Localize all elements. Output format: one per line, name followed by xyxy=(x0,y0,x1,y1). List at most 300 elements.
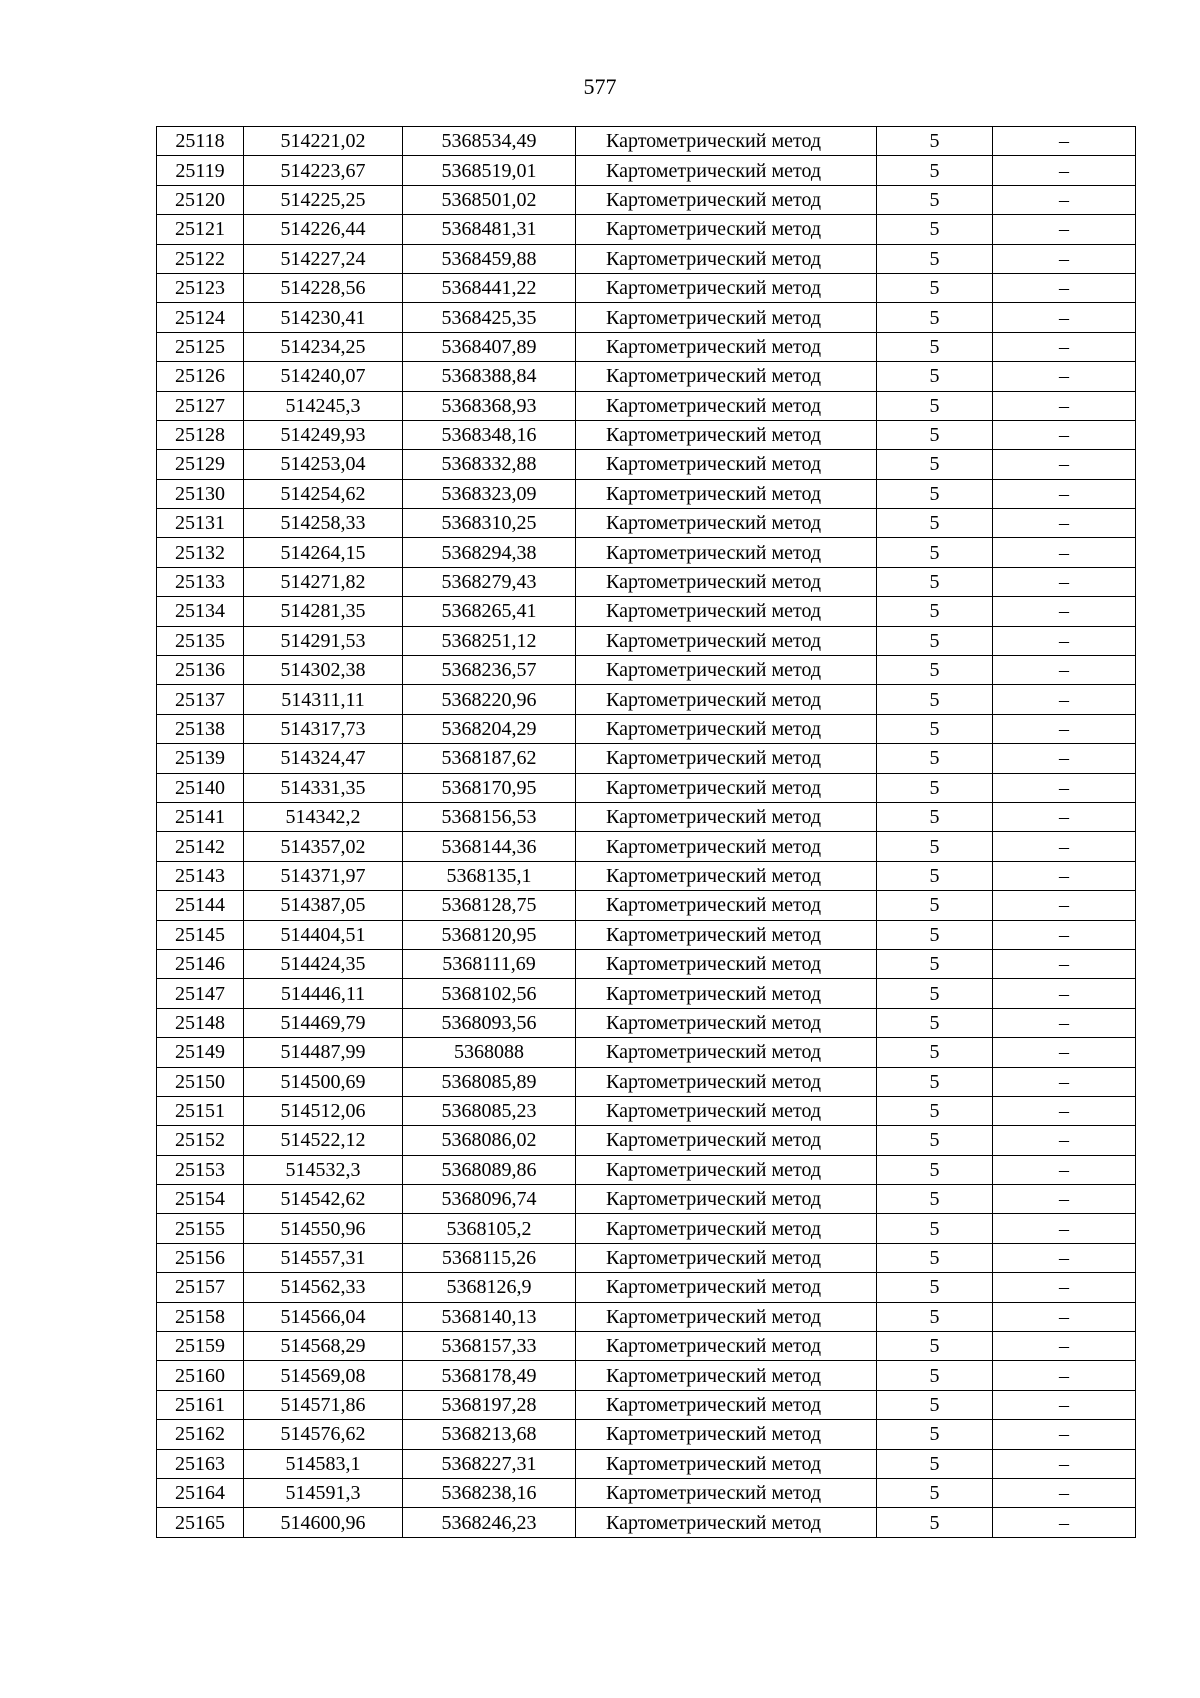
method-cell: Картометрический метод xyxy=(576,1449,877,1478)
table-row xyxy=(157,127,1136,156)
y-coordinate-cell: 5368111,69 xyxy=(403,949,576,978)
table-row xyxy=(157,156,1136,185)
y-coordinate-cell: 5368534,49 xyxy=(403,127,576,156)
x-coordinate-cell: 514404,51 xyxy=(244,920,403,949)
dash-cell: – xyxy=(993,626,1136,655)
accuracy-cell: 5 xyxy=(877,567,993,596)
y-coordinate-cell: 5368157,33 xyxy=(403,1332,576,1361)
dash-cell: – xyxy=(993,1185,1136,1214)
dash-cell: – xyxy=(993,597,1136,626)
method-cell: Картометрический метод xyxy=(576,1096,877,1125)
method-cell: Картометрический метод xyxy=(576,1361,877,1390)
y-coordinate-cell: 5368236,57 xyxy=(403,656,576,685)
point-number-cell: 25123 xyxy=(157,273,244,302)
method-cell: Картометрический метод xyxy=(576,450,877,479)
accuracy-cell: 5 xyxy=(877,1420,993,1449)
accuracy-cell: 5 xyxy=(877,861,993,890)
y-coordinate-cell: 5368220,96 xyxy=(403,685,576,714)
point-number-cell: 25125 xyxy=(157,332,244,361)
table-row xyxy=(157,920,1136,949)
point-number-cell: 25141 xyxy=(157,802,244,831)
accuracy-cell: 5 xyxy=(877,597,993,626)
y-coordinate-cell: 5368323,09 xyxy=(403,479,576,508)
y-coordinate-cell: 5368332,88 xyxy=(403,450,576,479)
accuracy-cell: 5 xyxy=(877,626,993,655)
table-row xyxy=(157,626,1136,655)
table-row xyxy=(157,1038,1136,1067)
x-coordinate-cell: 514331,35 xyxy=(244,773,403,802)
x-coordinate-cell: 514311,11 xyxy=(244,685,403,714)
table-row xyxy=(157,1243,1136,1272)
dash-cell: – xyxy=(993,1038,1136,1067)
dash-cell: – xyxy=(993,1361,1136,1390)
y-coordinate-cell: 5368519,01 xyxy=(403,156,576,185)
y-coordinate-cell: 5368204,29 xyxy=(403,714,576,743)
y-coordinate-cell: 5368088 xyxy=(403,1038,576,1067)
method-cell: Картометрический метод xyxy=(576,1008,877,1037)
y-coordinate-cell: 5368178,49 xyxy=(403,1361,576,1390)
dash-cell: – xyxy=(993,332,1136,361)
x-coordinate-cell: 514227,24 xyxy=(244,244,403,273)
x-coordinate-cell: 514302,38 xyxy=(244,656,403,685)
y-coordinate-cell: 5368126,9 xyxy=(403,1273,576,1302)
y-coordinate-cell: 5368213,68 xyxy=(403,1420,576,1449)
table-row xyxy=(157,1420,1136,1449)
y-coordinate-cell: 5368135,1 xyxy=(403,861,576,890)
coordinates-table xyxy=(156,126,1136,1538)
coordinates-table-body xyxy=(157,127,1136,1538)
y-coordinate-cell: 5368093,56 xyxy=(403,1008,576,1037)
point-number-cell: 25155 xyxy=(157,1214,244,1243)
dash-cell: – xyxy=(993,273,1136,302)
table-row xyxy=(157,949,1136,978)
method-cell: Картометрический метод xyxy=(576,391,877,420)
method-cell: Картометрический метод xyxy=(576,891,877,920)
dash-cell: – xyxy=(993,156,1136,185)
point-number-cell: 25158 xyxy=(157,1302,244,1331)
table-row xyxy=(157,567,1136,596)
accuracy-cell: 5 xyxy=(877,1155,993,1184)
accuracy-cell: 5 xyxy=(877,685,993,714)
x-coordinate-cell: 514234,25 xyxy=(244,332,403,361)
x-coordinate-cell: 514566,04 xyxy=(244,1302,403,1331)
point-number-cell: 25152 xyxy=(157,1126,244,1155)
x-coordinate-cell: 514557,31 xyxy=(244,1243,403,1272)
accuracy-cell: 5 xyxy=(877,1332,993,1361)
point-number-cell: 25120 xyxy=(157,185,244,214)
method-cell: Картометрический метод xyxy=(576,479,877,508)
point-number-cell: 25130 xyxy=(157,479,244,508)
point-number-cell: 25150 xyxy=(157,1067,244,1096)
y-coordinate-cell: 5368128,75 xyxy=(403,891,576,920)
point-number-cell: 25119 xyxy=(157,156,244,185)
table-row xyxy=(157,685,1136,714)
dash-cell: – xyxy=(993,391,1136,420)
accuracy-cell: 5 xyxy=(877,479,993,508)
accuracy-cell: 5 xyxy=(877,156,993,185)
table-row xyxy=(157,273,1136,302)
x-coordinate-cell: 514591,3 xyxy=(244,1478,403,1507)
table-row xyxy=(157,244,1136,273)
x-coordinate-cell: 514512,06 xyxy=(244,1096,403,1125)
table-row xyxy=(157,479,1136,508)
method-cell: Картометрический метод xyxy=(576,1478,877,1507)
dash-cell: – xyxy=(993,1067,1136,1096)
table-row xyxy=(157,1008,1136,1037)
dash-cell: – xyxy=(993,567,1136,596)
point-number-cell: 25147 xyxy=(157,979,244,1008)
accuracy-cell: 5 xyxy=(877,1214,993,1243)
dash-cell: – xyxy=(993,450,1136,479)
x-coordinate-cell: 514576,62 xyxy=(244,1420,403,1449)
point-number-cell: 25124 xyxy=(157,303,244,332)
table-row xyxy=(157,185,1136,214)
table-row xyxy=(157,1508,1136,1537)
method-cell: Картометрический метод xyxy=(576,538,877,567)
method-cell: Картометрический метод xyxy=(576,332,877,361)
dash-cell: – xyxy=(993,832,1136,861)
accuracy-cell: 5 xyxy=(877,1243,993,1272)
method-cell: Картометрический метод xyxy=(576,273,877,302)
point-number-cell: 25121 xyxy=(157,215,244,244)
point-number-cell: 25136 xyxy=(157,656,244,685)
table-row xyxy=(157,1155,1136,1184)
x-coordinate-cell: 514371,97 xyxy=(244,861,403,890)
table-row xyxy=(157,450,1136,479)
point-number-cell: 25161 xyxy=(157,1390,244,1419)
x-coordinate-cell: 514221,02 xyxy=(244,127,403,156)
y-coordinate-cell: 5368441,22 xyxy=(403,273,576,302)
accuracy-cell: 5 xyxy=(877,656,993,685)
point-number-cell: 25163 xyxy=(157,1449,244,1478)
x-coordinate-cell: 514568,29 xyxy=(244,1332,403,1361)
accuracy-cell: 5 xyxy=(877,215,993,244)
x-coordinate-cell: 514532,3 xyxy=(244,1155,403,1184)
x-coordinate-cell: 514469,79 xyxy=(244,1008,403,1037)
method-cell: Картометрический метод xyxy=(576,1420,877,1449)
point-number-cell: 25139 xyxy=(157,744,244,773)
method-cell: Картометрический метод xyxy=(576,979,877,1008)
x-coordinate-cell: 514324,47 xyxy=(244,744,403,773)
accuracy-cell: 5 xyxy=(877,1067,993,1096)
y-coordinate-cell: 5368187,62 xyxy=(403,744,576,773)
table-row xyxy=(157,1449,1136,1478)
dash-cell: – xyxy=(993,1478,1136,1507)
x-coordinate-cell: 514253,04 xyxy=(244,450,403,479)
dash-cell: – xyxy=(993,244,1136,273)
y-coordinate-cell: 5368144,36 xyxy=(403,832,576,861)
y-coordinate-cell: 5368170,95 xyxy=(403,773,576,802)
x-coordinate-cell: 514240,07 xyxy=(244,362,403,391)
method-cell: Картометрический метод xyxy=(576,597,877,626)
dash-cell: – xyxy=(993,656,1136,685)
y-coordinate-cell: 5368096,74 xyxy=(403,1185,576,1214)
x-coordinate-cell: 514245,3 xyxy=(244,391,403,420)
method-cell: Картометрический метод xyxy=(576,303,877,332)
method-cell: Картометрический метод xyxy=(576,420,877,449)
x-coordinate-cell: 514550,96 xyxy=(244,1214,403,1243)
y-coordinate-cell: 5368140,13 xyxy=(403,1302,576,1331)
dash-cell: – xyxy=(993,744,1136,773)
x-coordinate-cell: 514542,62 xyxy=(244,1185,403,1214)
x-coordinate-cell: 514342,2 xyxy=(244,802,403,831)
y-coordinate-cell: 5368238,16 xyxy=(403,1478,576,1507)
dash-cell: – xyxy=(993,1390,1136,1419)
y-coordinate-cell: 5368197,28 xyxy=(403,1390,576,1419)
point-number-cell: 25162 xyxy=(157,1420,244,1449)
table-row xyxy=(157,714,1136,743)
point-number-cell: 25145 xyxy=(157,920,244,949)
x-coordinate-cell: 514249,93 xyxy=(244,420,403,449)
dash-cell: – xyxy=(993,920,1136,949)
x-coordinate-cell: 514446,11 xyxy=(244,979,403,1008)
accuracy-cell: 5 xyxy=(877,1038,993,1067)
method-cell: Картометрический метод xyxy=(576,1390,877,1419)
accuracy-cell: 5 xyxy=(877,832,993,861)
x-coordinate-cell: 514424,35 xyxy=(244,949,403,978)
method-cell: Картометрический метод xyxy=(576,773,877,802)
method-cell: Картометрический метод xyxy=(576,1126,877,1155)
method-cell: Картометрический метод xyxy=(576,656,877,685)
method-cell: Картометрический метод xyxy=(576,949,877,978)
point-number-cell: 25154 xyxy=(157,1185,244,1214)
dash-cell: – xyxy=(993,1449,1136,1478)
y-coordinate-cell: 5368501,02 xyxy=(403,185,576,214)
dash-cell: – xyxy=(993,802,1136,831)
table-row xyxy=(157,832,1136,861)
y-coordinate-cell: 5368368,93 xyxy=(403,391,576,420)
accuracy-cell: 5 xyxy=(877,127,993,156)
x-coordinate-cell: 514226,44 xyxy=(244,215,403,244)
point-number-cell: 25128 xyxy=(157,420,244,449)
method-cell: Картометрический метод xyxy=(576,156,877,185)
accuracy-cell: 5 xyxy=(877,185,993,214)
y-coordinate-cell: 5368085,23 xyxy=(403,1096,576,1125)
y-coordinate-cell: 5368115,26 xyxy=(403,1243,576,1272)
table-row xyxy=(157,1096,1136,1125)
method-cell: Картометрический метод xyxy=(576,509,877,538)
method-cell: Картометрический метод xyxy=(576,861,877,890)
accuracy-cell: 5 xyxy=(877,538,993,567)
point-number-cell: 25127 xyxy=(157,391,244,420)
accuracy-cell: 5 xyxy=(877,1273,993,1302)
accuracy-cell: 5 xyxy=(877,362,993,391)
accuracy-cell: 5 xyxy=(877,509,993,538)
dash-cell: – xyxy=(993,509,1136,538)
table-row xyxy=(157,1302,1136,1331)
table-row xyxy=(157,1273,1136,1302)
table-row xyxy=(157,891,1136,920)
dash-cell: – xyxy=(993,1096,1136,1125)
y-coordinate-cell: 5368279,43 xyxy=(403,567,576,596)
y-coordinate-cell: 5368407,89 xyxy=(403,332,576,361)
y-coordinate-cell: 5368251,12 xyxy=(403,626,576,655)
table-row xyxy=(157,420,1136,449)
accuracy-cell: 5 xyxy=(877,391,993,420)
table-row xyxy=(157,1214,1136,1243)
method-cell: Картометрический метод xyxy=(576,215,877,244)
x-coordinate-cell: 514254,62 xyxy=(244,479,403,508)
method-cell: Картометрический метод xyxy=(576,832,877,861)
x-coordinate-cell: 514223,67 xyxy=(244,156,403,185)
table-row xyxy=(157,538,1136,567)
y-coordinate-cell: 5368481,31 xyxy=(403,215,576,244)
accuracy-cell: 5 xyxy=(877,979,993,1008)
x-coordinate-cell: 514291,53 xyxy=(244,626,403,655)
y-coordinate-cell: 5368265,41 xyxy=(403,597,576,626)
table-row xyxy=(157,332,1136,361)
accuracy-cell: 5 xyxy=(877,802,993,831)
y-coordinate-cell: 5368348,16 xyxy=(403,420,576,449)
method-cell: Картометрический метод xyxy=(576,802,877,831)
y-coordinate-cell: 5368459,88 xyxy=(403,244,576,273)
page-number: 577 xyxy=(583,74,617,99)
table-row xyxy=(157,509,1136,538)
dash-cell: – xyxy=(993,362,1136,391)
accuracy-cell: 5 xyxy=(877,1185,993,1214)
table-row xyxy=(157,744,1136,773)
point-number-cell: 25122 xyxy=(157,244,244,273)
method-cell: Картометрический метод xyxy=(576,244,877,273)
y-coordinate-cell: 5368310,25 xyxy=(403,509,576,538)
y-coordinate-cell: 5368294,38 xyxy=(403,538,576,567)
accuracy-cell: 5 xyxy=(877,303,993,332)
accuracy-cell: 5 xyxy=(877,1390,993,1419)
accuracy-cell: 5 xyxy=(877,714,993,743)
point-number-cell: 25132 xyxy=(157,538,244,567)
accuracy-cell: 5 xyxy=(877,1126,993,1155)
method-cell: Картометрический метод xyxy=(576,1273,877,1302)
accuracy-cell: 5 xyxy=(877,420,993,449)
point-number-cell: 25133 xyxy=(157,567,244,596)
method-cell: Картометрический метод xyxy=(576,714,877,743)
accuracy-cell: 5 xyxy=(877,332,993,361)
method-cell: Картометрический метод xyxy=(576,744,877,773)
dash-cell: – xyxy=(993,303,1136,332)
table-row xyxy=(157,1361,1136,1390)
method-cell: Картометрический метод xyxy=(576,1155,877,1184)
x-coordinate-cell: 514387,05 xyxy=(244,891,403,920)
x-coordinate-cell: 514317,73 xyxy=(244,714,403,743)
dash-cell: – xyxy=(993,127,1136,156)
y-coordinate-cell: 5368388,84 xyxy=(403,362,576,391)
dash-cell: – xyxy=(993,1155,1136,1184)
method-cell: Картометрический метод xyxy=(576,1067,877,1096)
dash-cell: – xyxy=(993,1508,1136,1537)
table-row xyxy=(157,1332,1136,1361)
point-number-cell: 25118 xyxy=(157,127,244,156)
dash-cell: – xyxy=(993,1214,1136,1243)
dash-cell: – xyxy=(993,714,1136,743)
x-coordinate-cell: 514569,08 xyxy=(244,1361,403,1390)
table-row xyxy=(157,1390,1136,1419)
accuracy-cell: 5 xyxy=(877,1449,993,1478)
point-number-cell: 25137 xyxy=(157,685,244,714)
dash-cell: – xyxy=(993,479,1136,508)
table-row xyxy=(157,1185,1136,1214)
point-number-cell: 25160 xyxy=(157,1361,244,1390)
x-coordinate-cell: 514562,33 xyxy=(244,1273,403,1302)
table-row xyxy=(157,597,1136,626)
x-coordinate-cell: 514230,41 xyxy=(244,303,403,332)
method-cell: Картометрический метод xyxy=(576,1508,877,1537)
dash-cell: – xyxy=(993,1420,1136,1449)
table-row xyxy=(157,773,1136,802)
x-coordinate-cell: 514271,82 xyxy=(244,567,403,596)
point-number-cell: 25142 xyxy=(157,832,244,861)
method-cell: Картометрический метод xyxy=(576,1214,877,1243)
method-cell: Картометрический метод xyxy=(576,362,877,391)
accuracy-cell: 5 xyxy=(877,920,993,949)
table-row xyxy=(157,802,1136,831)
point-number-cell: 25157 xyxy=(157,1273,244,1302)
accuracy-cell: 5 xyxy=(877,1302,993,1331)
point-number-cell: 25144 xyxy=(157,891,244,920)
dash-cell: – xyxy=(993,1243,1136,1272)
accuracy-cell: 5 xyxy=(877,773,993,802)
accuracy-cell: 5 xyxy=(877,744,993,773)
method-cell: Картометрический метод xyxy=(576,567,877,596)
accuracy-cell: 5 xyxy=(877,1096,993,1125)
point-number-cell: 25164 xyxy=(157,1478,244,1507)
y-coordinate-cell: 5368246,23 xyxy=(403,1508,576,1537)
table-row xyxy=(157,362,1136,391)
dash-cell: – xyxy=(993,1332,1136,1361)
y-coordinate-cell: 5368086,02 xyxy=(403,1126,576,1155)
point-number-cell: 25129 xyxy=(157,450,244,479)
x-coordinate-cell: 514571,86 xyxy=(244,1390,403,1419)
x-coordinate-cell: 514258,33 xyxy=(244,509,403,538)
dash-cell: – xyxy=(993,861,1136,890)
point-number-cell: 25143 xyxy=(157,861,244,890)
accuracy-cell: 5 xyxy=(877,949,993,978)
x-coordinate-cell: 514487,99 xyxy=(244,1038,403,1067)
x-coordinate-cell: 514583,1 xyxy=(244,1449,403,1478)
point-number-cell: 25165 xyxy=(157,1508,244,1537)
dash-cell: – xyxy=(993,215,1136,244)
accuracy-cell: 5 xyxy=(877,244,993,273)
dash-cell: – xyxy=(993,1126,1136,1155)
dash-cell: – xyxy=(993,685,1136,714)
x-coordinate-cell: 514600,96 xyxy=(244,1508,403,1537)
accuracy-cell: 5 xyxy=(877,1478,993,1507)
dash-cell: – xyxy=(993,891,1136,920)
dash-cell: – xyxy=(993,1273,1136,1302)
y-coordinate-cell: 5368089,86 xyxy=(403,1155,576,1184)
dash-cell: – xyxy=(993,420,1136,449)
dash-cell: – xyxy=(993,1302,1136,1331)
point-number-cell: 25156 xyxy=(157,1243,244,1272)
dash-cell: – xyxy=(993,979,1136,1008)
dash-cell: – xyxy=(993,538,1136,567)
y-coordinate-cell: 5368156,53 xyxy=(403,802,576,831)
accuracy-cell: 5 xyxy=(877,1508,993,1537)
table-row xyxy=(157,861,1136,890)
y-coordinate-cell: 5368085,89 xyxy=(403,1067,576,1096)
y-coordinate-cell: 5368105,2 xyxy=(403,1214,576,1243)
method-cell: Картометрический метод xyxy=(576,1038,877,1067)
table-row xyxy=(157,391,1136,420)
table-row xyxy=(157,1126,1136,1155)
table-row xyxy=(157,1067,1136,1096)
point-number-cell: 25149 xyxy=(157,1038,244,1067)
x-coordinate-cell: 514357,02 xyxy=(244,832,403,861)
point-number-cell: 25126 xyxy=(157,362,244,391)
y-coordinate-cell: 5368425,35 xyxy=(403,303,576,332)
point-number-cell: 25131 xyxy=(157,509,244,538)
dash-cell: – xyxy=(993,773,1136,802)
method-cell: Картометрический метод xyxy=(576,185,877,214)
